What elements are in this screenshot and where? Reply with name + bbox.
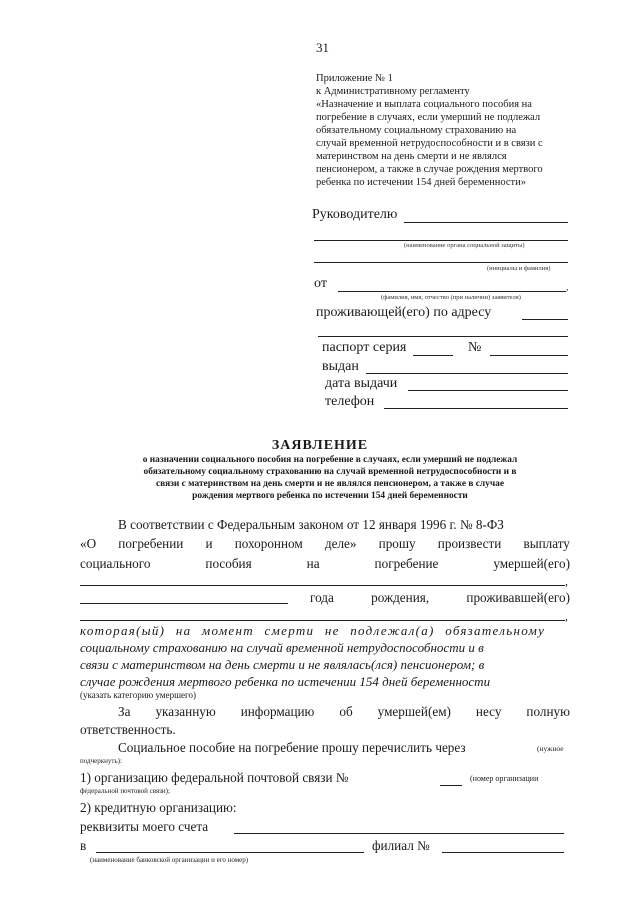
number-label: №	[468, 340, 482, 355]
head-label: Руководителю	[312, 207, 398, 222]
appendix-line: Приложение № 1	[316, 73, 393, 84]
page-number: 31	[316, 40, 329, 55]
appendix-line: «Назначение и выплата социального пособия на	[316, 99, 532, 110]
appendix-line: пенсионером, а также в случае рождения мертвого	[316, 164, 543, 175]
birth-year-field[interactable]	[80, 603, 288, 604]
appendix-line: обязательному социальному страхованию на	[316, 125, 517, 136]
branch-number-field[interactable]	[442, 852, 564, 853]
branch-label: филиал №	[372, 838, 430, 853]
phone-label: телефон	[325, 394, 375, 409]
transfer-line: Социальное пособие на погребение прошу перечислить через	[118, 740, 466, 755]
name-field[interactable]	[314, 262, 568, 263]
org-field[interactable]	[314, 240, 568, 241]
appendix-line: случай временной нетрудоспособности и в связи с	[316, 138, 543, 149]
body-line-3: социального пособия на погребение умершей(его)	[80, 556, 570, 571]
statement-title: ЗАЯВЛЕНИЕ	[271, 438, 369, 453]
passport-number-field[interactable]	[490, 355, 568, 356]
post-office-number-field[interactable]	[440, 785, 462, 786]
org-hint: (наименование органа социальной защиты)	[404, 242, 525, 249]
italic-line: социальному страхованию на случай временной нетрудоспособности и в	[80, 640, 484, 655]
address-label: проживающей(его) по адресу	[316, 305, 492, 320]
head-field[interactable]	[404, 222, 568, 223]
transfer-hint-b: подчеркнуть):	[80, 757, 122, 765]
italic-line: случае рождения мертвого ребенка по истечении 154 дней беременности	[80, 674, 491, 689]
date-label: дата выдачи	[325, 376, 398, 391]
body-line-1: В соответствии с Федеральным законом от 12 января 1996 г. № 8-ФЗ	[118, 517, 504, 532]
statement-subtitle	[60, 454, 600, 502]
option-post: 1) организацию федеральной почтовой связи №	[80, 770, 349, 785]
subtitle-line: о назначении социального пособия на погребение в случаях, если умерший не подлежал	[142, 455, 518, 465]
from-field[interactable]	[338, 291, 566, 292]
from-label: от	[314, 276, 327, 291]
appendix-line: погребение в случаях, если умерший не подлежал	[316, 112, 541, 123]
appendix-line: ребенка по истечении 154 дней беременности»	[316, 177, 526, 188]
subtitle-line: рождения мертвого ребенка по истечении 154 дней беременности	[192, 491, 468, 501]
name-hint: (инициалы и фамилия)	[487, 265, 551, 272]
resp-line-2: ответственность.	[80, 722, 176, 737]
subtitle-line: связи с материнством на день смерти и не являлся пенсионером, а также в случае	[155, 479, 504, 489]
date-field[interactable]	[408, 390, 568, 391]
italic-line: которая(ый) на момент смерти не подлежал(а) обязательному	[80, 623, 546, 638]
body-line-2: «О погребении и похоронном деле» прошу произвести выплату	[80, 536, 570, 551]
last-address-field[interactable]	[80, 620, 565, 621]
category-italic-block	[80, 622, 545, 690]
appendix-block	[316, 72, 543, 189]
category-hint: (указать категорию умершего)	[80, 690, 196, 700]
option1-hint-a: (номер организации	[470, 774, 539, 783]
body-line-5: года рождения, проживавшей(его)	[310, 590, 570, 605]
subtitle-line: обязательному социальному страхованию на случай временной нетрудоспособности и в	[143, 467, 517, 477]
issued-label: выдан	[322, 359, 359, 374]
appendix-line: материнством на день смерти и не являлся	[316, 151, 507, 162]
bank-name-field[interactable]	[96, 852, 364, 853]
phone-field[interactable]	[384, 408, 568, 409]
account-field[interactable]	[234, 833, 564, 834]
transfer-hint-a: (нужное	[537, 744, 564, 753]
option-bank: 2) кредитную организацию:	[80, 800, 237, 815]
option1-hint-b: федеральной почтовой связи);	[80, 787, 170, 795]
appendix-line: к Административному регламенту	[316, 86, 470, 97]
address-field-2[interactable]	[318, 336, 568, 337]
resp-line-1: За указанную информацию об умершей(ем) несу полную	[118, 704, 570, 719]
passport-label: паспорт серия	[322, 340, 407, 355]
issued-field[interactable]	[366, 373, 568, 374]
italic-line: связи с материнством на день смерти и не являлась(лся) пенсионером; в	[80, 657, 485, 672]
bank-hint: (наименование банковской организации и его номер)	[90, 856, 249, 864]
account-label: реквизиты моего счета	[80, 819, 209, 834]
bank-prefix: в	[80, 838, 87, 853]
from-hint: (фамилия, имя, отчество (при наличии) заявителя)	[381, 294, 521, 301]
passport-series-field[interactable]	[413, 355, 453, 356]
address-field[interactable]	[522, 319, 568, 320]
deceased-name-field[interactable]	[80, 585, 565, 586]
